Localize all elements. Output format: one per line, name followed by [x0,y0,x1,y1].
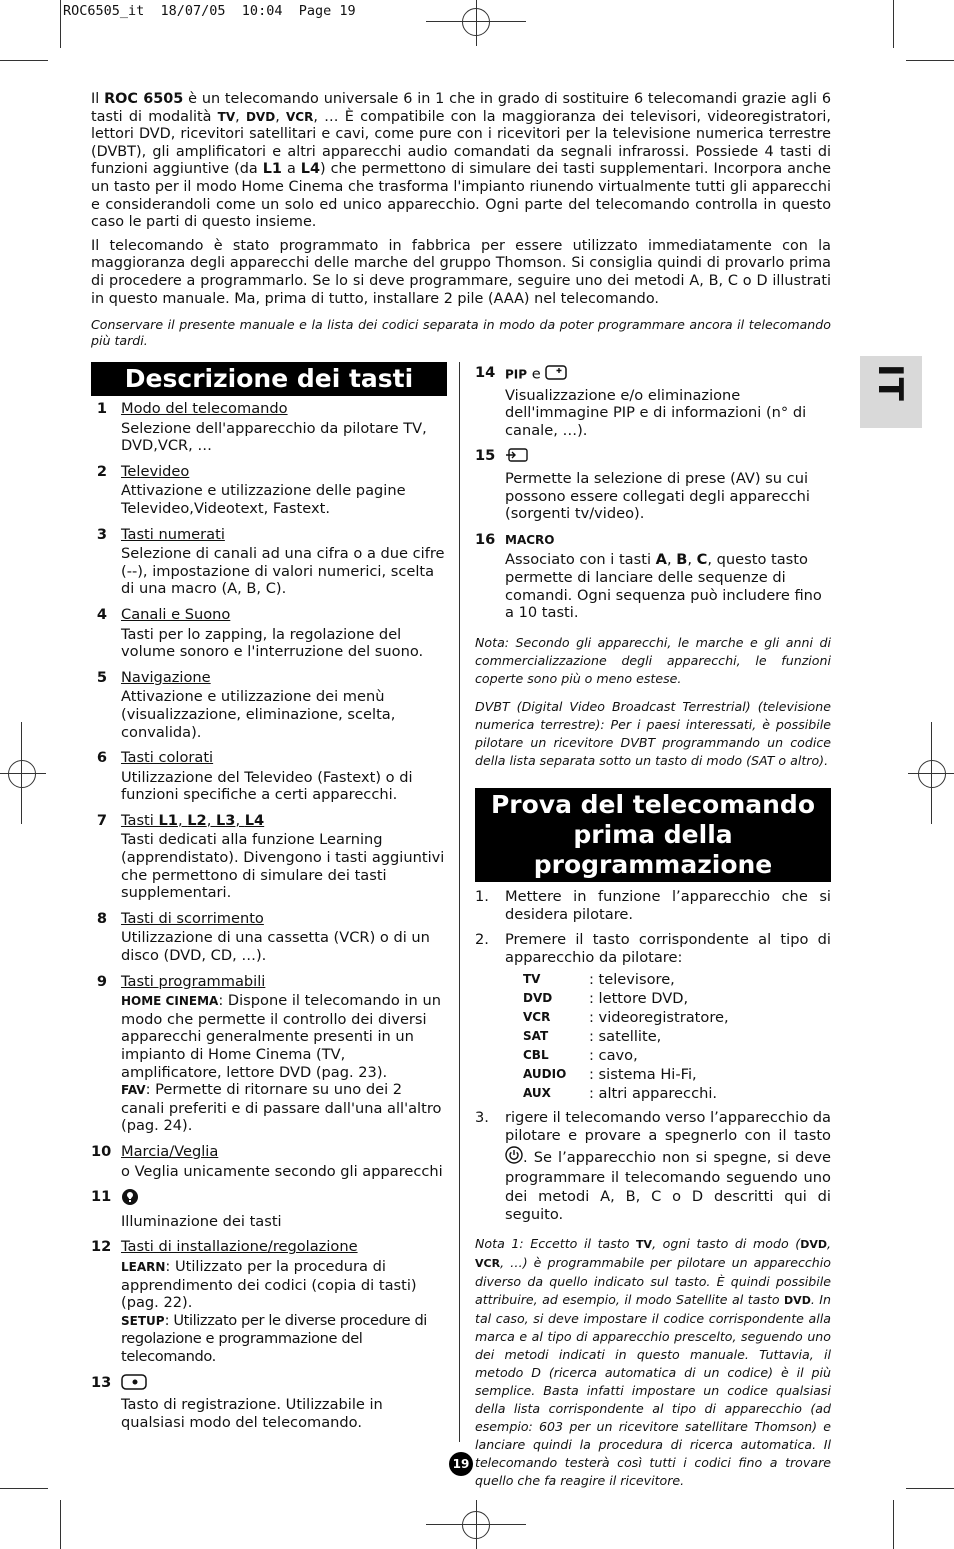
mode-desc: : sistema Hi-Fi, [589,1065,697,1083]
key-l1: L1 [262,161,282,178]
item-number: 4 [96,605,107,623]
key-dvd: DVD [784,1293,811,1307]
item-desc: Tasti dedicati alla funzione Learning (apprendistato). Divengono i tasti aggiuntivi che permettono di simulare dei tasti supplementari. [121,831,445,902]
item-number: 16 [475,530,496,548]
intro-note: Conservare il presente manuale e la lista dei codici separata in modo da poter programmare ancora il telecomando più tardi. [91,317,831,348]
mode-key: CBL [523,1047,549,1062]
crop-mark [893,0,894,48]
crop-mark [906,1488,954,1489]
key-vcr: VCR [286,109,314,124]
text: , questo tasto permette di lanciare delle sequenze di comandi. Ogni sequenza può includere fino a 10 tasti. [505,551,822,622]
mode-key: AUDIO [523,1066,567,1081]
list-item [91,1238,447,1365]
key-l4: L4 [244,811,265,829]
print-header: ROC6505_it 18/07/05 10:04 Page 19 [63,3,356,19]
step-text: Premere il tasto corrispondente al tipo di apparecchio da pilotare: [505,930,831,967]
item-desc: Tasto di registrazione. Utilizzabile in qualsiasi modo del telecomando. [121,1396,383,1431]
step-text: . Se l’apparecchio non si spegne, si deve programmare il telecomando seguendo uno dei metodi A, B, C o D descritti qui di seguito. [505,1148,831,1224]
text: è un telecomando universale 6 in 1 che in grado di sostituire 6 telecomandi grazie agli 6 tasti di modalità [91,91,831,125]
list-item [91,463,447,518]
key-dvd: DVD [800,1237,827,1251]
pip-info-icon [545,364,567,385]
text: Associato con i tasti [505,551,656,569]
registration-mark [8,760,36,788]
step-text: rigere il telecomando verso l’apparecchio da pilotare e provare a spegnerlo con il tasto [505,1108,831,1145]
title-line: Prova del telecomando [490,789,816,819]
text: , [687,551,697,569]
step [475,888,831,925]
section-title: Descrizione dei tasti [91,362,447,396]
list-item [91,749,447,804]
item-label: Canali e Suono [121,605,231,623]
item-desc: Tasti per lo zapping, la regolazione del volume sonoro e l'interruzione del suono. [121,625,424,661]
key-tv: TV [636,1237,653,1251]
key-home-cinema: HOME CINEMA [121,994,219,1009]
key-l2: L2 [187,811,207,829]
text: , [827,1235,832,1251]
text: Nota 1: Eccetto il tasto [475,1235,637,1251]
note: Nota: Secondo gli apparecchi, le marche e gli anni di commercializzazione degli apparecchi, le funzioni coperte sono più o meno estese. [475,634,831,686]
text: , [666,551,677,569]
text: , … È compatibile con la maggioranza dei televisori, videoregistratori, lettori DVD, ricevitori satellitari e cavi, come pure con i ricevitori per la televisione numerica terrestre (DVBT), gli amplificatori e altri apparecchi audio comandati da segnali infrarossi. Possiede 4 tasti di funzioni aggiuntive (da [91,108,831,178]
item-label: Tasti di installazione/regolazione [121,1238,358,1256]
text: . In tal caso, si deve impostare il codice corrispondente alla marca e al tipo di apparecchio prescelto, seguendo uno dei metodi indicati in questo manuale. Tuttavia, il metodo D (ricerca automatica di un codice) è il più semplice. Basta infatti impostare un codice qualsiasi della lista corrispondente al tipo di apparecchio (ad esempio: 603 per un ricevitore satellitare Thomson) e lanciare quindi la procedura di ricerca automatica. Il telecomando testerà così tutti i codici fino a trovare quello che fa reagire il ricevitore. [475,1291,832,1488]
key-tv: TV [217,109,236,124]
key-setup: SETUP [121,1313,165,1328]
mode-desc: : cavo, [589,1046,638,1064]
note [475,1235,831,1490]
item-label: Tasti colorati [121,749,214,767]
text: e [527,365,546,383]
item-desc: Selezione di canali ad una cifra o a due cifre (--), impostazione di valori numerici, scelta di una macro (A, B, C). [121,545,445,598]
record-icon [121,1374,147,1395]
list-item [91,1188,447,1230]
key-c: C [696,551,708,569]
crop-mark [893,1500,894,1549]
item-desc [121,992,447,1135]
key-a: A [655,551,667,569]
mode-desc: : videoregistratore, [589,1008,729,1026]
item-label: Navigazione [121,668,211,686]
key-b: B [676,551,688,569]
item-number: 9 [96,972,107,990]
key-description-column [91,362,447,1439]
step-number: 1. [475,887,489,905]
list-item [475,531,831,622]
item-desc: Utilizzazione di una cassetta (VCR) o di un disco (DVD, CD, …). [121,929,430,965]
crop-mark [906,60,954,61]
step [475,1109,831,1225]
item-number: 7 [96,811,107,829]
note: DVBT (Digital Video Broadcast Terrestrial) (televisione numerica terrestre): Per i paesi interessati, è possibile pilotare un ricevitore DVBT programmando un codice della lista separata sotto un tasto di modo (SAT o altro). [475,698,831,768]
item-number: 10 [91,1142,112,1160]
language-code: IT [870,364,910,402]
item-desc: Visualizzazione e/o eliminazione dell'immagine PIP e di informazioni (n° di canale, …). [505,386,807,439]
right-column [475,364,831,1500]
mode-table [523,970,831,1103]
list-item [91,1374,447,1432]
list-item [475,364,831,439]
item-number: 12 [91,1238,112,1256]
mode-key: SAT [523,1028,549,1043]
text: : Utilizzato per la procedura di apprendimento dei codici (copia di tasti) (pag. 22). [121,1257,417,1312]
steps-list [475,888,831,1225]
registration-line [476,0,477,46]
crop-mark [60,0,61,48]
step-number: 3. [475,1108,489,1126]
step-number: 2. [475,930,489,948]
item-label: Modo del telecomando [121,400,288,417]
light-bulb-icon [121,1188,139,1211]
key-l3: L3 [215,811,236,829]
key-macro: MACRO [505,532,555,547]
mode-desc: : altri apparecchi. [589,1084,718,1102]
key-l4: L4 [300,161,320,178]
item-label [121,812,264,829]
text: ) che permettono di simulare dei tasti supplementari. Incorpora anche un tasto per il modo Home Cinema che trasforma l'impianto riunendo virtualmente tutti gli apparecchi e considerandoli come un solo ed unico apparecchio. Ogni parte del telecomando controlla in questo caso le parti di questo insieme. [91,161,831,231]
mode-key: TV [523,971,541,986]
text: : Permette di ritornare su uno dei 2 canali preferiti e di passare dall'una all'altro (pag. 24). [121,1081,442,1135]
mode-key: AUX [523,1085,551,1100]
item-number: 5 [96,668,107,686]
text: : Dispone il telecomando in un modo che permette il controllo dei diversi apparecchi generalmente presenti in un impianto di Home Cinema (TV, amplificatore, lettore DVD (pag. 23). [121,992,441,1081]
list-item [91,973,447,1135]
item-desc: Attivazione e utilizzazione delle pagine Televideo,Videotext, Fastext. [121,482,406,517]
item-label: Tasti di scorrimento [121,909,264,927]
item-label: Televideo [121,462,190,480]
key-l1: L1 [158,811,178,829]
crop-mark [0,1488,48,1489]
item-number: 15 [475,447,496,465]
intro-paragraph: Il telecomando è stato programmato in fabbrica per essere utilizzato immediatamente con la maggioranza degli apparecchi delle marche del gruppo Thomson. Si consiglia quindi di provarlo prima di procedere a programmarlo. Se lo si deve programmare, seguire uno dei metodi A, B, C o D illustrati in questo manuale. Ma, prima di tutto, installare 2 pile (AAA) nel telecomando. [91,237,831,307]
item-desc: Selezione dell'apparecchio da pilotare TV, DVD,VCR, … [121,419,427,455]
mode-desc: : lettore DVD, [589,989,689,1007]
item-number: 13 [91,1373,112,1391]
model-name: ROC 6505 [104,91,184,107]
text: , …) è programmabile per pilotare un apparecchio diverso da quello indicato sul tasto. È quindi possibile attribuire, ad esempio, il modo Satellite al tasto [475,1254,831,1307]
column-divider [459,362,460,1442]
item-desc: o Veglia unicamente secondo gli apparecchi [121,1162,443,1180]
text: : Utilizzato per le diverse procedure di regolazione e programmazione del telecomando. [121,1311,427,1365]
mode-desc: : satellite, [589,1027,662,1045]
mode-key: VCR [523,1009,551,1024]
registration-mark [918,760,946,788]
section-title [475,788,831,882]
list-item [91,606,447,661]
item-number: 8 [96,909,107,927]
text: , [235,811,245,829]
registration-line [908,773,954,774]
av-input-icon [505,447,529,468]
item-desc [505,551,831,621]
item-label: Marcia/Veglia [121,1142,219,1160]
item-desc: Permette la selezione di prese (AV) su cui possono essere collegati degli apparecchi (sorgenti tv/video). [505,469,810,523]
list-item [91,526,447,598]
list-item [91,812,447,902]
text: , ogni tasto di modo ( [652,1235,801,1251]
text: , [206,811,216,829]
item-number: 2 [96,462,107,480]
registration-line [426,21,526,22]
item-number: 1 [96,400,107,417]
key-pip: PIP [505,367,528,382]
key-vcr: VCR [475,1256,501,1270]
list-item [91,910,447,965]
item-desc: Utilizzazione del Televideo (Fastext) o di funzioni specifiche a certi apparecchi. [121,768,413,804]
title-line: prima della programmazione [533,819,773,879]
text: , [177,811,188,829]
item-label: Tasti programmabili [121,972,266,990]
item-number: 6 [96,749,107,767]
item-number: 3 [96,525,107,543]
list-item [91,400,447,455]
item-number: 14 [475,364,496,381]
step-text: Mettere in funzione l’apparecchio che si desidera pilotare. [505,887,831,924]
list-item [91,669,447,741]
crop-mark [0,60,48,61]
item-number: 11 [91,1188,112,1206]
item-desc: Illuminazione dei tasti [121,1212,282,1230]
page-number: 19 [449,1452,473,1476]
text: Il [91,91,105,107]
item-desc [121,1258,447,1366]
text: a [281,161,301,178]
step [475,931,831,1103]
key-learn: LEARN [121,1259,166,1274]
mode-desc: : televisore, [589,970,675,988]
item-desc: Attivazione e utilizzazione dei menù (visualizzazione, eliminazione, scelta, convalida). [121,688,396,741]
list-item [91,1143,447,1180]
power-icon [505,1146,523,1170]
text: Tasti [121,811,159,829]
registration-line [0,773,46,774]
key-dvd: DVD [245,109,276,124]
list-item [475,447,831,522]
crop-mark [60,1500,61,1549]
language-tab [860,356,922,428]
key-fav: FAV [121,1083,146,1098]
mode-key: DVD [523,990,553,1005]
intro-paragraph: Il ROC 6505 è un telecomando universale 6 in 1 che in grado di sostituire 6 telecomandi grazie agli 6 tasti di modalità TV, DVD, VCR, … È compatibile con la maggioranza dei televisori, videoregistratori, lettori DVD, ricevitori satellitari e cavi, come pure con i ricevitori per la televisione numerica terrestre (DVBT), gli amplificatori e altri apparecchi audio comandati da segnali infrarossi. Possiede 4 tasti di funzioni aggiuntive (da L1 a L4) che permettono di simulare dei tasti supplementari. Incorpora anche un tasto per il modo Home Cinema che trasforma l'impianto riunendo virtualmente tutti gli apparecchi e considerandoli come un solo ed unico apparecchio. Ogni parte del telecomando controlla in questo caso le parti di questo insieme. [91,91,831,231]
item-label: Tasti numerati [121,525,225,543]
registration-line [426,1524,526,1525]
intro-section [91,91,831,354]
